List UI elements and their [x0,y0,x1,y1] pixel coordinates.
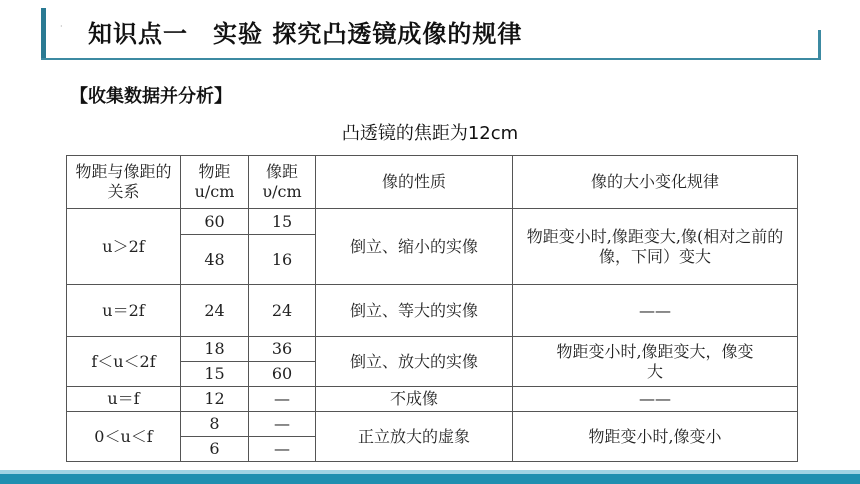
title-dot: · [60,22,63,31]
relation-cell: u＞2f [67,209,181,285]
header-nature: 像的性质 [316,156,513,209]
object-distance-cell: 60 [181,209,249,235]
header-relation: 物距与像距的关系 [67,156,181,209]
image-distance-cell: 24 [249,285,316,337]
nature-cell: 倒立、等大的实像 [316,285,513,337]
nature-cell: 倒立、放大的实像 [316,337,513,387]
relation-cell: u＝f [67,387,181,412]
table-caption: 凸透镜的焦距为12cm [341,123,519,144]
object-distance-cell: 24 [181,285,249,337]
object-distance-cell: 48 [181,235,249,285]
object-distance-cell: 18 [181,337,249,362]
object-distance-cell: 6 [181,437,249,462]
image-distance-cell: 60 [249,362,316,387]
bottom-band [0,474,860,484]
object-distance-cell: 15 [181,362,249,387]
relation-cell: u＝2f [67,285,181,337]
size-rule-cell: —— [513,387,798,412]
table-header-row [67,156,798,209]
nature-cell: 倒立、缩小的实像 [316,209,513,285]
header-object-distance: 物距u/cm [181,156,249,209]
image-distance-cell: 36 [249,337,316,362]
image-distance-cell: — [249,412,316,437]
nature-cell: 正立放大的虚象 [316,412,513,462]
table-row [67,285,798,337]
size-rule-cell: 物距变小时,像距变大,像(相对之前的像，下同）变大 [513,209,798,285]
size-rule-cell: 物距变小时,像变小 [513,412,798,462]
size-rule-cell: —— [513,285,798,337]
page-title: 知识点一 实验 探究凸透镜成像的规律 [88,20,523,48]
title-right-edge [818,30,821,60]
data-table [66,155,798,462]
table-row [67,209,798,235]
title-underline [41,58,821,60]
table-row [67,387,798,412]
header-size-rule: 像的大小变化规律 [513,156,798,209]
size-rule-cell: 物距变小时,像距变大，像变大 [513,337,798,387]
relation-cell: f＜u＜2f [67,337,181,387]
table-row [67,337,798,362]
relation-cell: 0＜u＜f [67,412,181,462]
image-distance-cell: 16 [249,235,316,285]
image-distance-cell: 15 [249,209,316,235]
object-distance-cell: 12 [181,387,249,412]
header-image-distance: 像距υ/cm [249,156,316,209]
image-distance-cell: — [249,437,316,462]
section-label: 【收集数据并分析】 [70,86,232,107]
nature-cell: 不成像 [316,387,513,412]
table-row [67,412,798,437]
image-distance-cell: — [249,387,316,412]
object-distance-cell: 8 [181,412,249,437]
